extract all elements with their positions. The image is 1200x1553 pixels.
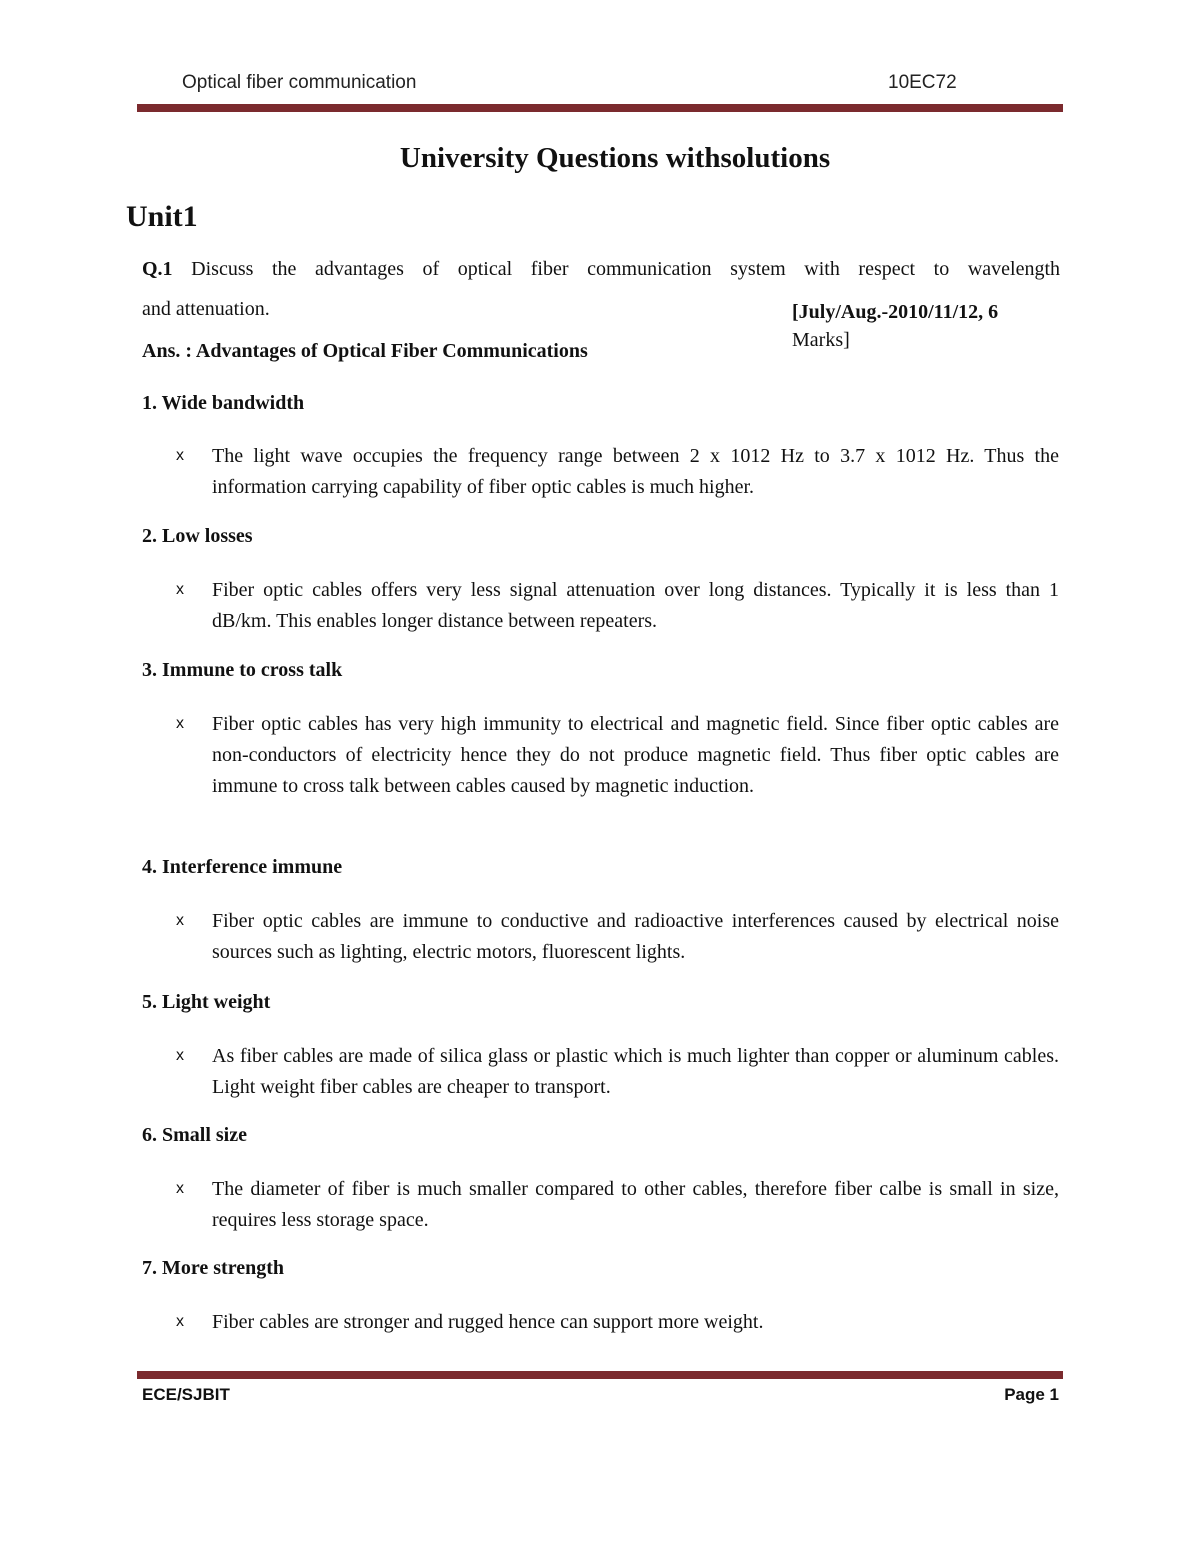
section-heading-6: 6. Small size — [142, 1124, 247, 1146]
bullet-marker: x — [176, 1047, 184, 1064]
footer-rule — [137, 1371, 1063, 1379]
section-heading-2: 2. Low losses — [142, 525, 253, 547]
bullet-marker: x — [176, 447, 184, 464]
section-text-1: The light wave occupies the frequency range between 2 x 1012 Hz to 3.7 x 1012 Hz. Thus the information carrying capability of fiber optic cables is much higher. — [212, 445, 1059, 498]
document-title: University Questions withsolutions — [399, 142, 831, 174]
section-heading-7: 7. More strength — [142, 1257, 285, 1279]
answer-heading: Ans. : Advantages of Optical Fiber Communications — [142, 340, 588, 362]
question-line-1 — [142, 258, 1060, 281]
question-marks — [792, 298, 1062, 354]
section-text-6: The diameter of fiber is much smaller compared to other cables, therefore fiber calbe is small in size, requires less storage space. — [212, 1178, 1059, 1231]
section-text-7: Fiber cables are stronger and rugged hence can support more weight. — [212, 1311, 764, 1333]
header-rule — [137, 104, 1063, 112]
section-heading-4: 4. Interference immune — [142, 856, 343, 878]
bullet-marker: x — [176, 1180, 184, 1197]
header-course-code: 10EC72 — [888, 72, 957, 93]
bullet-marker: x — [176, 1313, 184, 1330]
header-title: Optical fiber communication — [182, 72, 417, 93]
bullet-marker: x — [176, 912, 184, 929]
question-line-2: and attenuation. — [142, 298, 270, 320]
question-label: Q.1 — [142, 258, 173, 280]
section-text-4: Fiber optic cables are immune to conductive and radioactive interferences caused by electrical noise sources such as lighting, electric motors, fluorescent lights. — [212, 910, 1059, 963]
bullet-marker: x — [176, 715, 184, 732]
section-text-3: Fiber optic cables has very high immunity to electrical and magnetic field. Since fiber optic cables are non-conductors of electricity hence they do not produce magnetic field. Thus fiber optic cables are immune to cross talk between cables caused by magnetic induction. — [212, 713, 1059, 797]
section-heading-3: 3. Immune to cross talk — [142, 659, 343, 681]
footer-institution: ECE/SJBIT — [142, 1385, 230, 1404]
question-text-1: Discuss the advantages of optical fiber communication system with respect to wavelength — [191, 258, 1061, 280]
section-text-5: As fiber cables are made of silica glass or plastic which is much lighter than copper or aluminum cables. Light weight fiber cables are cheaper to transport. — [212, 1045, 1059, 1098]
marks-line-2: Marks] — [792, 329, 850, 351]
marks-line-1: [July/Aug.-2010/11/12, 6 — [792, 301, 999, 323]
unit-heading: Unit1 — [126, 200, 198, 233]
page-number: Page 1 — [1004, 1385, 1059, 1404]
section-heading-1: 1. Wide bandwidth — [142, 392, 305, 414]
section-text-2: Fiber optic cables offers very less signal attenuation over long distances. Typically it is less than 1 dB/km. This enables longer distance between repeaters. — [212, 579, 1059, 632]
bullet-marker: x — [176, 581, 184, 598]
section-heading-5: 5. Light weight — [142, 991, 271, 1013]
